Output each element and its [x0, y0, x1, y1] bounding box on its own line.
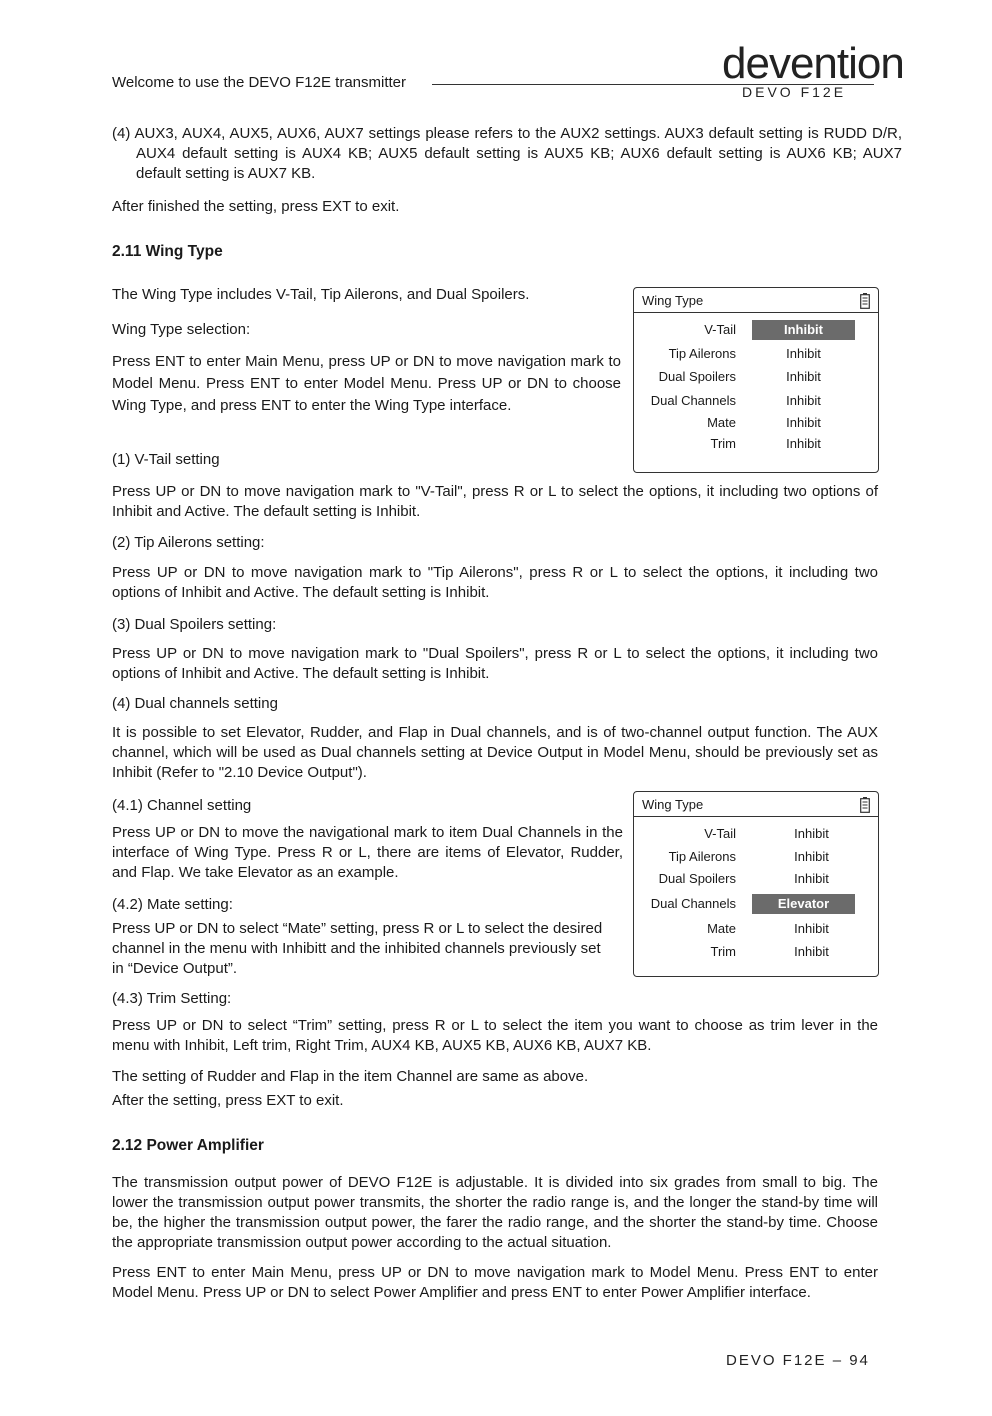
screen-row — [634, 391, 878, 411]
screen-divider — [634, 312, 878, 313]
row-value: Inhibit — [794, 921, 829, 936]
row-label: Dual Spoilers — [658, 871, 736, 886]
power-description: The transmission output power of DEVO F12E is adjustable. It is divided into six grades from small to big. The lower the transmission output power transmits, the shorter the radio range is, and the longer the stand-by time will be, the higher the transmission output power, the farer the radio range, and the shorter the stand-by time. Choose the appropriate transmission output power according to the actual situation. — [112, 1174, 878, 1251]
row-value: Inhibit — [786, 393, 821, 408]
row-label: Mate — [707, 921, 736, 936]
row-value: Inhibit — [786, 436, 821, 451]
running-header: Welcome to use the DEVO F12E transmitter — [112, 74, 407, 91]
row-value: Inhibit — [794, 871, 829, 886]
row-value: Inhibit — [786, 415, 821, 430]
lcd-screen-wing-type-2 — [633, 791, 879, 977]
logo-model: DEVO F12E — [742, 84, 847, 100]
wing-selection-steps: Press ENT to enter Main Menu, press UP or DN to move navigation mark to Model Menu. Press ENT to enter Model Menu. Press UP or DN to choose Wing Type, and press ENT to enter the Wing Type interface. — [112, 353, 621, 414]
screen-row — [634, 413, 878, 433]
screen-row — [634, 367, 878, 387]
section-heading-power-amplifier: 2.12 Power Amplifier — [112, 1137, 264, 1154]
row-value-selected: Inhibit — [752, 320, 855, 340]
screen-row — [634, 344, 878, 364]
row-label: Tip Ailerons — [668, 849, 736, 864]
dual-spoilers-heading: (3) Dual Spoilers setting: — [112, 616, 277, 633]
mate-setting-heading: (4.2) Mate setting: — [112, 896, 233, 913]
brand-logo — [722, 20, 904, 100]
row-value: Inhibit — [786, 369, 821, 384]
screen-title: Wing Type — [642, 293, 704, 308]
row-label: V-Tail — [704, 322, 736, 337]
vtail-heading: (1) V-Tail setting — [112, 451, 220, 468]
aux-note: (4) AUX3, AUX4, AUX5, AUX6, AUX7 settings please refers to the AUX2 settings. AUX3 default setting is RUDD D/R, AUX4 default setting is AUX4 KB; AUX5 default setting is AUX5 KB; AUX6 default setting is AUX6 KB; AUX7 default setting is AUX7 KB. — [112, 125, 902, 182]
row-value: Inhibit — [794, 944, 829, 959]
row-label: Dual Spoilers — [658, 369, 736, 384]
dual-channels-heading: (4) Dual channels setting — [112, 695, 278, 712]
battery-icon — [860, 293, 870, 309]
screen-row — [634, 894, 878, 914]
lcd-screen-wing-type-1 — [633, 287, 879, 473]
channel-setting-heading: (4.1) Channel setting — [112, 797, 252, 814]
exit-instruction: After the setting, press EXT to exit. — [112, 1092, 344, 1109]
logo-wordmark: devention — [722, 39, 904, 88]
exit-note: After finished the setting, press EXT to exit. — [112, 198, 400, 215]
screen-divider — [634, 816, 878, 817]
tip-ailerons-heading: (2) Tip Ailerons setting: — [112, 534, 265, 551]
screen-row — [634, 847, 878, 867]
screen-row — [634, 942, 878, 962]
row-value: Inhibit — [794, 826, 829, 841]
row-label: Dual Channels — [650, 896, 736, 911]
screen-row — [634, 869, 878, 889]
channel-setting-text: Press UP or DN to move the navigational mark to item Dual Channels in the interface of Wing Type. Press R or L, there are items of Elevator, Rudder, and Flap. We take Elevator as an example. — [112, 824, 623, 881]
screen-row — [634, 919, 878, 939]
tip-ailerons-text: Press UP or DN to move navigation mark to "Tip Ailerons", press R or L to select the options, it including two options of Inhibit and Active. The default setting is Inhibit. — [112, 564, 878, 601]
row-value: Inhibit — [786, 346, 821, 361]
wing-selection-label: Wing Type selection: — [112, 321, 251, 338]
battery-icon — [860, 797, 870, 813]
rudder-flap-note: The setting of Rudder and Flap in the item Channel are same as above. — [112, 1068, 589, 1085]
screen-row — [634, 824, 878, 844]
screen-row — [634, 434, 878, 454]
mate-setting-text: Press UP or DN to select “Mate” setting, press R or L to select the desired channel in the menu with Inhibitt and the inhibited channels previously set in “Device Output”. — [112, 920, 603, 977]
row-label: V-Tail — [704, 826, 736, 841]
dual-spoilers-text: Press UP or DN to move navigation mark to "Dual Spoilers", press R or L to select the options, it including two options of Inhibit and Active. The default setting is Inhibit. — [112, 645, 878, 682]
trim-setting-text: Press UP or DN to select “Trim” setting, press R or L to select the item you want to choose as trim lever in the menu with Inhibit, Left trim, Right Trim, AUX4 KB, AUX5 KB, AUX6 KB, AUX7 KB. — [112, 1017, 878, 1054]
row-value-selected: Elevator — [752, 894, 855, 914]
row-label: Mate — [707, 415, 736, 430]
row-label: Dual Channels — [650, 393, 736, 408]
page-footer: DEVO F12E – 94 — [726, 1352, 870, 1369]
row-value: Inhibit — [794, 849, 829, 864]
row-label: Trim — [710, 944, 736, 959]
vtail-text: Press UP or DN to move navigation mark to "V-Tail", press R or L to select the options, it including two options of Inhibit and Active. The default setting is Inhibit. — [112, 483, 878, 520]
power-navigation: Press ENT to enter Main Menu, press UP or DN to move navigation mark to Model Menu. Press ENT to enter Model Menu. Press UP or DN to select Power Amplifier and press ENT to enter Power Amplifier interface. — [112, 1264, 878, 1301]
wing-intro: The Wing Type includes V-Tail, Tip Ailerons, and Dual Spoilers. — [112, 286, 530, 303]
dual-channels-text: It is possible to set Elevator, Rudder, and Flap in Dual channels, and is of two-channel output function. The AUX channel, which will be used as Dual channels setting at Device Output in Model Menu, should be previously set as Inhibit (Refer to "2.10 Device Output"). — [112, 724, 878, 781]
screen-row — [634, 320, 878, 340]
row-label: Tip Ailerons — [668, 346, 736, 361]
section-heading-wing-type: 2.11 Wing Type — [112, 243, 223, 260]
trim-setting-heading: (4.3) Trim Setting: — [112, 990, 232, 1007]
screen-title: Wing Type — [642, 797, 704, 812]
row-label: Trim — [710, 436, 736, 451]
